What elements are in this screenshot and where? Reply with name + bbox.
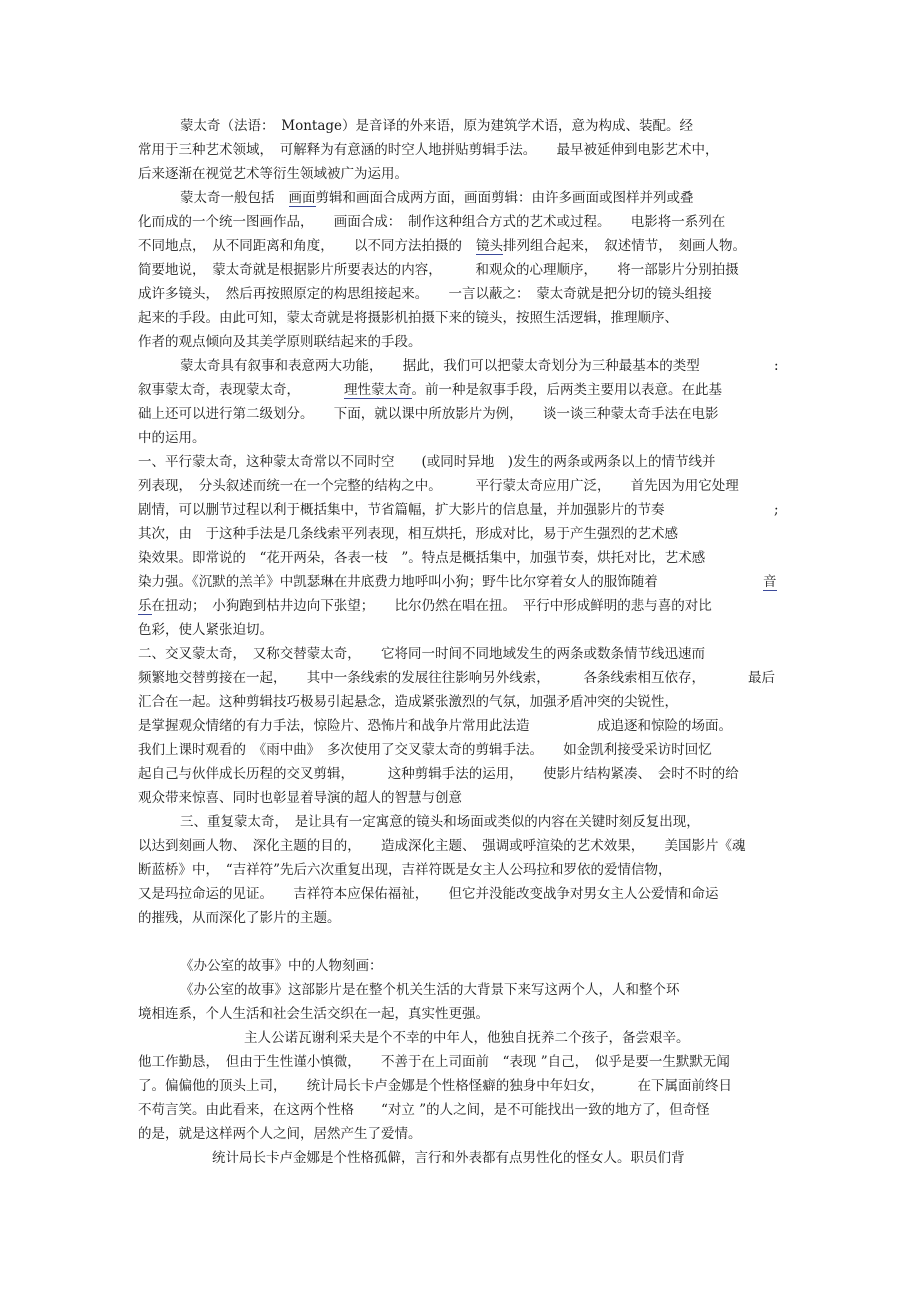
p3-line-3: 础上还可以进行第二级划分。 下面，就以课中所放影片为例， 谈一谈三种蒙太奇手法在电影 (138, 406, 719, 422)
underlined-term-yue: 乐 (138, 598, 152, 614)
s1-line-7 (138, 597, 712, 615)
p3-line-1-a: 蒙太奇具有叙事和表意两大功能， 据此，我们可以把蒙太奇划分为三种最基本的类型 (180, 358, 700, 374)
underlined-term-lixing: 理性蒙太奇 (344, 382, 412, 398)
office-heading: 《办公室的故事》中的人物刻画： (180, 958, 383, 974)
p2-line-3-a: 不同地点， 从不同距离和角度， 以不同方法拍摄的 (138, 238, 462, 254)
p2-line-1 (180, 189, 694, 207)
p2-line-2: 化而成的一个统一图画作品， 画面合成： 制作这种组合方式的艺术或过程。 电影将一系列在 (138, 214, 726, 230)
p1-line-3: 后来逐渐在视觉艺术等衍生领域被广为运用。 (138, 166, 408, 182)
p2-line-6: 起来的手段。由此可知，蒙太奇就是将摄影机拍摄下来的镜头，按照生活逻辑，推理顺序、 (138, 310, 678, 326)
p2-line-1-b: 剪辑和画面合成两方面，画面剪辑：由许多画面或图样并列或叠 (315, 190, 694, 206)
p2-line-1-a: 蒙太奇一般包括 (180, 190, 275, 206)
s1-line-7-b: 在扭动； 小狗跑到枯井边向下张望； 比尔仍然在唱在扭。 平行中形成鲜明的悲与喜的对比 (151, 598, 712, 614)
p2-line-4: 简要地说， 蒙太奇就是根据影片所要表达的内容， 和观众的心理顺序， 将一部影片分别拍摄 (138, 262, 739, 278)
s2-line-6: 起自己与伙伴成长历程的交叉剪辑， 这种剪辑手法的运用， 使影片结构紧凑、 会时不时的给 (138, 766, 739, 782)
underlined-term-huamian: 画面 (288, 190, 316, 206)
s2-line-5: 我们上课时观看的 《雨中曲》 多次使用了交叉蒙太奇的剪辑手法。 如金凯利接受采访时回忆 (138, 742, 712, 758)
s1-line-5: 染效果。即常说的 “花开两朵，各表一枝 ”。特点是概括集中，加强节奏，烘托对比，艺术感 (138, 550, 706, 566)
office-p2-line-5: 的是，就是这样两个人之间，居然产生了爱情。 (138, 1126, 422, 1142)
p3-line-2-a: 叙事蒙太奇，表现蒙太奇， (138, 382, 300, 398)
p3-line-2-b: 。前一种是叙事手段，后两类主要用以表意。在此基 (411, 382, 722, 398)
p3-line-4: 中的运用。 (138, 430, 206, 446)
p2-line-5: 成许多镜头， 然后再按照原定的构思组接起来。 一言以蔽之： 蒙太奇就是把分切的镜头组接 (138, 286, 712, 302)
office-p1-line-1: 《办公室的故事》这部影片是在整个机关生活的大背景下来写这两个人，人和整个环 (180, 982, 680, 998)
s3-line-1: 三、重复蒙太奇， 是让具有一定寓意的镜头和场面或类似的内容在关键时刻反复出现， (180, 814, 700, 830)
s2-line-7: 观众带来惊喜、同时也彰显着导演的超人的智慧与创意 (138, 790, 462, 806)
s2-line-2-a: 频繁地交替剪接在一起， 其中一条线索的发展往往影响另外线索， 各条线索相互依存， (138, 670, 705, 686)
office-p2-line-2: 他工作勤恳， 但由于生性谨小慎微， 不善于在上司面前 “表现 ”自己， 似乎是要一生默默无闻 (138, 1054, 730, 1070)
p2-line-7: 作者的观点倾向及其美学原则联结起来的手段。 (138, 334, 422, 350)
p2-line-3-b: 排列组合起来， 叙述情节， 刻画人物。 (503, 238, 746, 254)
p3-line-2 (138, 381, 722, 399)
s1-line-1: 一、平行蒙太奇，这种蒙太奇常以不同时空 (或同时异地 )发生的两条或两条以上的情节线并 (138, 454, 716, 470)
s2-line-3: 汇合在一起。这种剪辑技巧极易引起悬念，造成紧张激烈的气氛，加强矛盾冲突的尖锐性， (138, 694, 678, 710)
office-p2-line-3: 了。偏偏他的顶头上司， 统计局长卡卢金娜是个性格怪癖的独身中年妇女， 在下属面前终日 (138, 1078, 732, 1094)
underlined-term-yin (763, 573, 777, 591)
s3-line-5: 的摧残，从而深化了影片的主题。 (138, 910, 341, 926)
s3-line-4: 又是玛拉命运的见证。 吉祥符本应保佑福祉， 但它并没能改变战争对男女主人公爱情和命运 (138, 886, 719, 902)
s1-line-3-b: ; (774, 502, 779, 518)
s1-line-3-a: 剧情，可以删节过程以利于概括集中，节省篇幅，扩大影片的信息量，并加强影片的节奏 (138, 502, 665, 518)
s1-line-4: 其次，由 于这种手法是几条线索平列表现，相互烘托，形成对比，易于产生强烈的艺术感 (138, 526, 678, 542)
underlined-term-jingtou: 镜头 (476, 238, 503, 254)
p2-line-3 (138, 237, 746, 255)
s1-line-6: 染力强。《沉默的羔羊》中凯瑟琳在井底费力地呼叫小狗；野牛比尔穿着女人的服饰随着 (138, 574, 658, 590)
s3-line-3: 断蓝桥》中， “吉祥符”先后六次重复出现，吉祥符既是女主人公玛拉和罗依的爱情信物， (138, 862, 672, 878)
s2-line-4: 是掌握观众情绪的有力手法，惊险片、恐怖片和战争片常用此法造 成追逐和惊险的场面。 (138, 718, 732, 734)
p1-line-2: 常用于三种艺术领域， 可解释为有意涵的时空人地拼贴剪辑手法。 最早被延伸到电影艺术中， (138, 142, 719, 158)
underlined-term-yin-text: 音 (763, 574, 777, 590)
s3-line-2: 以达到刻画人物、 深化主题的目的， 造成深化主题、 强调或呼渲染的艺术效果， 美国影片《魂 (138, 838, 746, 854)
p3-line-1-b: : (774, 358, 779, 374)
office-p2-line-1: 主人公诺瓦谢利采夫是个不幸的中年人，他独自抚养二个孩子，备尝艰辛。 (244, 1030, 690, 1046)
s2-line-2-b: 最后 (748, 670, 775, 686)
office-p1-line-2: 境相连系，个人生活和社会生活交织在一起，真实性更强。 (138, 1006, 489, 1022)
s1-line-2: 列表现， 分头叙述而统一在一个完整的结构之中。 平行蒙太奇应用广泛， 首先因为用它处理 (138, 478, 739, 494)
s1-line-8: 色彩，使人紧张迫切。 (138, 622, 273, 638)
office-p2-line-4: 不苟言笑。由此看来，在这两个性格 “对立 ”的人之间，是不可能找出一致的地方了，但奇怪 (138, 1102, 710, 1118)
office-p3-line-1: 统计局长卡卢金娜是个性格孤僻，言行和外表都有点男性化的怪女人。职员们背 (212, 1150, 685, 1166)
p1-line-1: 蒙太奇（法语： Montage）是音译的外来语，原为建筑学术语，意为构成、装配。经 (180, 118, 693, 134)
s2-line-1: 二、交叉蒙太奇， 又称交替蒙太奇， 它将同一时间不同地域发生的两条或数条情节线迅速而 (138, 646, 705, 662)
